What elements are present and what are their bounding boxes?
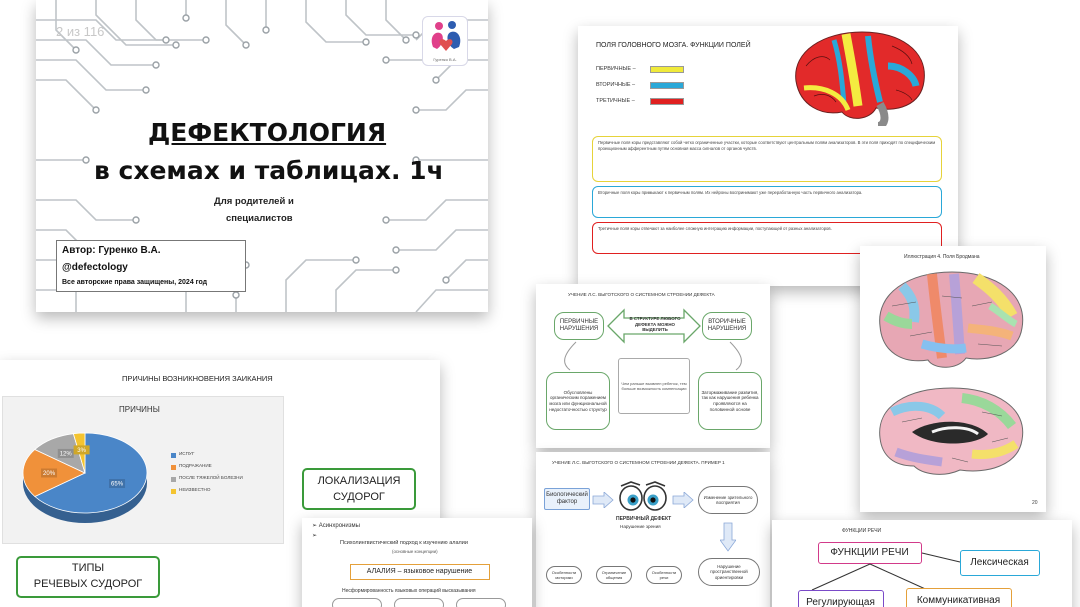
communicative-box [906,588,1012,607]
brain-fields-image [784,26,934,126]
alalia-subline: (основные концепции) [392,549,438,554]
legend-tertiary [596,98,716,107]
pie-label-1: 65% [111,481,124,488]
legend-label-unknown: НЕИЗВЕСТНО [179,487,211,492]
brodmann-page-number: 20 [1032,500,1038,506]
alalia-shape-3 [456,598,506,607]
legend-tertiary-label: ТРЕТИЧНЫЕ – [596,98,635,104]
cover-page [36,0,488,312]
legend-swatch-fright [171,453,176,458]
author: Автор: Гуренко В.А. [62,245,161,256]
speech-functions-page [772,520,1072,607]
primary-fields-text: Первичные поля коры представляют собой четко ограниченные участки, которые соответствуют центральным полям анализаторов. В эти поля приходят по специфическим проекционным афферентным путям основная масса сигналов от органов чувств. [598,140,936,151]
alalia-shape-1 [332,598,382,607]
example-title: УЧЕНИЕ Л.С. ВЫГОТСКОГО О СИСТЕМНОМ СТРОЕНИИ ДЕФЕКТА. ПРИМЕР 1 [552,460,725,465]
motor-box: Особенности моторики [546,566,582,584]
brodmann-medial-image [872,382,1032,482]
copyright: Все авторские права защищены, 2024 год [62,279,208,286]
brodmann-lateral-image [872,266,1032,376]
cover-subtitle-1: Для родителей и [214,196,294,207]
alalia-shape-2 [394,598,444,607]
page-counter: 2 из 116 [56,24,105,39]
arrow-down-icon [720,522,736,552]
regulatory-box [798,590,884,607]
pie-chart-panel [2,396,284,544]
speech-page-title: ФУНКЦИИ РЕЧИ [842,528,882,534]
pie-label-3: 12% [59,451,72,458]
types-title-1: ТИПЫ [71,562,105,574]
arrow-right-icon [592,492,614,508]
pie-label-2: 20% [43,471,56,478]
alalia-line: Психолингвистический подход к изучению алалии [340,540,468,546]
family-logo-icon [423,17,469,57]
speech-box: Особенности речи [646,566,682,584]
brodmann-page [860,246,1046,512]
lexical-box [960,550,1040,576]
scheme-left-note: Обусловлены органическим поражением мозга или функциональной недостаточностью структур [546,372,610,430]
legend-primary [596,66,716,75]
scheme-right-note: Затормаживание развития, так как нарушения ребенка проявляются на половинной основе [698,372,762,430]
legend-item-fright [171,451,281,459]
alalia-bullet: ➢ Асинхронизмы [312,523,360,529]
alalia-header-box [350,564,490,580]
primary-disorders-box: ПЕРВИЧНЫЕ НАРУШЕНИЯ [554,312,604,340]
speech-main: ФУНКЦИИ РЕЧИ [830,547,909,558]
legend-primary-swatch [650,66,684,73]
primary-defect-label: ПЕРВИЧНЫЙ ДЕФЕКТ [616,516,672,522]
scheme-middle-note: Чем раньше выявлен ребенок, тем больше возможность компенсации [618,358,690,414]
lexical-label: Лексическая [970,557,1029,568]
cover-title: ДЕФЕКТОЛОГИЯ [148,118,387,147]
pie-label-4: 3% [77,448,86,455]
pie-legend [171,451,281,511]
legend-secondary [596,82,716,91]
legend-swatch-unknown [171,489,176,494]
regulatory-label: Регулирующая [806,597,875,607]
legend-item-unknown [171,487,281,495]
pie-chart [13,419,163,543]
legend-secondary-label: ВТОРИЧНЫЕ – [596,82,636,88]
chart-title: ПРИЧИНЫ [119,405,160,414]
localization-title-2: СУДОРОГ [333,491,385,503]
alalia-footer: Несформированность языковых операций высказывания [342,588,476,594]
tertiary-fields-text: Третичные поля коры отвечают за наиболее сложную интеграцию информации, поступающей от разных анализаторов. [598,226,832,231]
logo [422,16,468,66]
biological-factor-box: Биологический фактор [544,488,590,510]
alalia-bullet-2: ➢ [312,533,318,539]
legend-item-illness [171,475,281,483]
secondary-fields-text: Вторичные поля коры примыкают к первичным полям. Их нейроны воспринимают уже переработанную часть первичного анализатора. [598,190,863,195]
localization-title-1: ЛОКАЛИЗАЦИЯ [317,475,401,487]
legend-label-illness: ПОСЛЕ ТЯЖЕЛОЙ БОЛЕЗНИ [179,475,243,480]
localization-box [302,468,416,510]
communicative-label: Коммуникативная [916,595,1001,606]
arrow-right-icon-2 [672,492,694,508]
secondary-disorders-box: ВТОРИЧНЫЕ НАРУШЕНИЯ [702,312,752,340]
alalia-bullet-text: Асинхронизмы [318,523,360,529]
visual-perception-box: Изменение зрительного восприятия [698,486,758,514]
primary-fields-box [592,136,942,182]
secondary-fields-box [592,186,942,218]
legend-item-imitation [171,463,281,471]
types-box [16,556,160,598]
legend-secondary-swatch [650,82,684,89]
vygotsky-example-page [536,452,770,607]
alalia-bottom-shapes [332,598,522,607]
alalia-page [302,518,532,607]
cover-subtitle-2: специалистов [226,213,293,224]
primary-defect-sub: Нарушение зрения [620,524,661,529]
scheme-center-text: В СТРУКТУРЕ ЛЮБОГО ДЕФЕКТА МОЖНО ВЫДЕЛИТЬ [629,316,681,332]
cover-title-line2: в схемах и таблицах. 1ч [94,156,444,185]
stuttering-title: ПРИЧИНЫ ВОЗНИКНОВЕНИЯ ЗАИКАНИЯ [122,374,273,383]
scheme-center-label [626,316,684,333]
types-title-2: РЕЧЕВЫХ СУДОРОГ [33,578,143,590]
scheme-title: УЧЕНИЕ Л.С. ВЫГОТСКОГО О СИСТЕМНОМ СТРОЕНИИ ДЕФЕКТА [568,292,715,297]
legend-swatch-imitation [171,465,176,470]
legend-swatch-illness [171,477,176,482]
legend-tertiary-swatch [650,98,684,105]
legend-label-imitation: ПОДРАЖАНИЕ [179,463,212,468]
logo-caption: Гуренко В.А. [433,57,457,62]
author-handle: @defectology [62,262,128,273]
legend-primary-label: ПЕРВИЧНЫЕ – [596,66,636,72]
orientation-box: Нарушение пространственной ориентировки [698,558,760,586]
communication-box: Ограничение общения [596,566,632,584]
vygotsky-scheme-page [536,284,770,448]
brodmann-title: Иллюстрация 4. Поля Бродмана [904,254,980,260]
eyes-icon [618,480,668,512]
brain-fields-title: ПОЛЯ ГОЛОВНОГО МОЗГА. ФУНКЦИИ ПОЛЕЙ [596,42,751,49]
alalia-header: АЛАЛИЯ – языковое нарушение [366,568,473,575]
legend-label-fright: ИСПУГ [179,451,195,456]
